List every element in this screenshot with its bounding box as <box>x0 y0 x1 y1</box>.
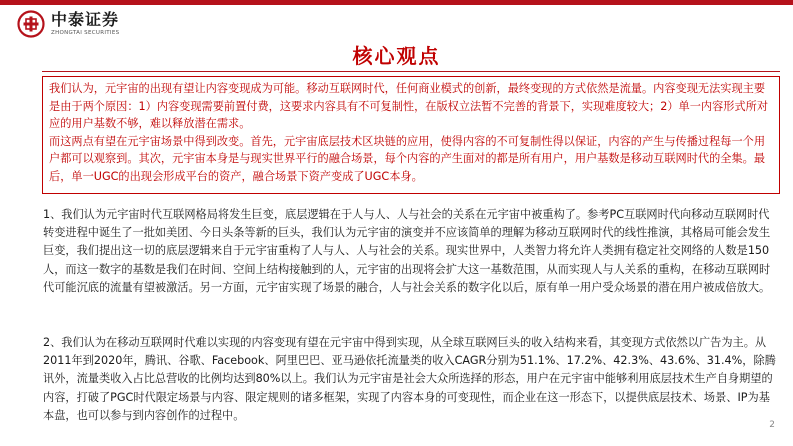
page-title: 核心观点 <box>352 44 441 68</box>
title-divider <box>42 71 780 72</box>
zhongtai-logo-icon <box>17 10 45 38</box>
logo-english-name: ZHONGTAI SECURITIES <box>51 29 120 36</box>
logo-text <box>51 9 120 37</box>
key-point-paragraph-2: 而这两点有望在元宇宙场景中得到改变。首先，元宇宙底层技术区块链的应用，使得内容的不可复制性得以保证，内容的产生与传播过程每一个用户都可以观察到。其次，元宇宙本身是与现实世界平行的融合场景，每个内容的产生面对的都是所有用户，用户基数是移动互联网时代的全集。最后，单一UGC的出现会形成平台的资产，融合场景下资产变成了UGC本身。 <box>49 134 766 183</box>
key-point-paragraph-1: 我们认为，元宇宙的出现有望让内容变现成为可能。移动互联网时代，任何商业模式的创新，最终变现的方式依然是流量。内容变现无法实现主要是由于两个原因：1）内容变现需要前置付费，这要求内容具有不可复制性，在版权立法暂不完善的背景下，实现难度较大；2）单一内容形式所对应的用户基数不够，难以释放潜在需求。 <box>49 82 769 131</box>
logo-chinese-name: 中泰证券 <box>51 9 120 29</box>
top-accent-bar <box>0 0 793 5</box>
body-paragraph-2: 2、我们认为在移动互联网时代难以实现的内容变现有望在元宇宙中得到实现，从全球互联网巨头的收入结构来看，其变现方式依然以广告为主。从2011年到2020年，腾讯、谷歌、Facebook、阿里巴巴、亚马逊依托流量类的收入CAGR分别为51.1%、17.2%、42.3%、43.6%、31.4%，除腾讯外，流量类收入占比总营收的比例均达到80%以上。我们认为元宇宙是社会大众所选择的形态，用户在元宇宙中能够利用底层技术生产自身期望的内容，打破了PGC时代限定场景与内容、限定规则的诸多框架，实现了内容本身的可变现性，而企业在这一形态下，以提供底层技术、场景、IP为基本盘，也可以参与到内容创作的过程中。 <box>43 336 776 422</box>
page-number: 2 <box>769 420 775 430</box>
key-points-box <box>42 76 780 194</box>
body-paragraph-1: 1、我们认为元宇宙时代互联网格局将发生巨变，底层逻辑在于人与人、人与社会的关系在元宇宙中被重构了。参考PC互联网时代向移动互联网时代转变进程中诞生了一批如美团、今日头条等新的巨头，我们认为元宇宙的演变并不应该简单的理解为移动互联网时代的线性推演，其格局可能会发生巨变，我们提出这一切的底层逻辑来自于元宇宙重构了人与人、人与社会的关系。现实世界中，人类智力将允许人类拥有稳定社交网络的人数是150人，而这一数字的基数是我们在时间、空间上结构接触到的人，元宇宙的出现将会扩大这一基数范围，从而实现人与人关系的重构，在移动互联网时代可能沉底的流量有望被激活。另一方面，元宇宙实现了场景的融合，人与社会关系的数字化以后，原有单一用户受众场景的潜在用户被成倍放大。 <box>43 208 771 294</box>
company-logo <box>17 10 119 38</box>
